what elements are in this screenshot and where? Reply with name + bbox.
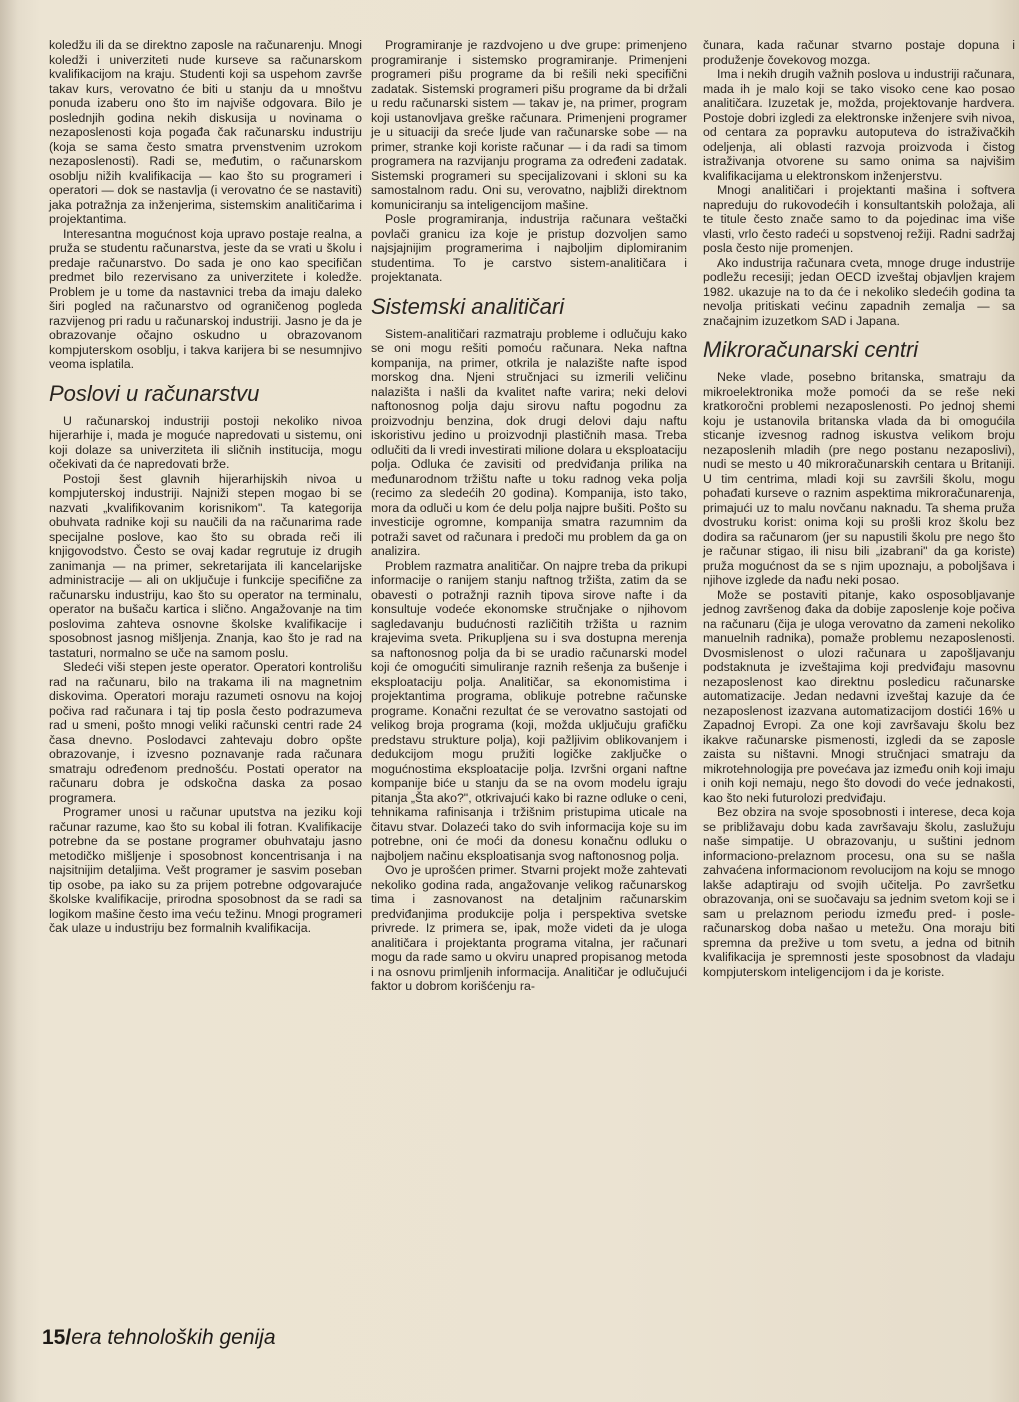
paragraph: Postoji šest glavnih hijerarhijskih nivoa u kompjuterskoj industriji. Najniži stepen mogao bi se nazvati „kvalifikovanim korisnikom". Ta kategorija obuhvata radnike koji su naučili da na računarima rade specijalne poslove, kao što su obrada reči ili knjigovodstvo. Često se ovaj kadar regrutuje iz drugih zanimanja — na primer, sekretarijata ili kancelarijske administracije — ali on uključuje i funkcije specifične za računarsku industriju, kao što su operator na terminalu, operator na bušaču kartica i slično. Angažovanje na tim poslovima zahteva osnovne školske kvalifikacije i sposobnost jasnog mišljenja. Znanja, kao što je rad na tastaturi, normalno se uče na samom poslu. bbox=[49, 471, 362, 660]
paragraph: čunara, kada računar stvarno postaje dopuna i produženje čovekovog mozga. bbox=[703, 38, 1015, 67]
paragraph: Bez obzira na svoje sposobnosti i interese, deca koja se približavaju dobu kada završavaju školu, zaslužuju naše simpatije. U obrazovanju, u suštini jednom informaciono-prelaznom procesu, ona su se našla zahvaćena informacionom revolucijom na koju se mnogo lakše adaptiraju od svojih učitelja. Po završetku obrazovanja, oni se suočavaju sa jednim svetom koji se i sam u prelaznom periodu između pred- i posle-računarskog doba našao u metežu. Ona moraju biti spremna da prežive u tom svetu, a jedna od bitnih kvalifikacija je spremnosti jeste sposobnost da vladaju kompjuterskom inteligencijom i da je koriste. bbox=[703, 805, 1015, 979]
paragraph: Posle programiranja, industrija računara veštački povlači granicu iza koje je pristup dozvoljen samo najsjajnijim programerima i najboljim diplomiranim studentima. To je carstvo sistem-analitičara i projektanata. bbox=[371, 212, 687, 284]
section-heading-jobs: Poslovi u računarstvu bbox=[49, 380, 260, 406]
paragraph: Mnogi analitičari i projektanti mašina i softvera napreduju do rukovodećih i konsultantskih položaja, ali te titule često znače samo to da pojedinac ima više vlasti, vrlo često radeći u sopstvenoj režiji. Radni sadržaj posla često nije promenjen. bbox=[703, 183, 1015, 255]
paragraph: Programiranje je razdvojeno u dve grupe: primenjeno programiranje i sistemsko programiranje. Primenjeni programeri pišu programe da bi rešili neki specifični zadatak. Sistemski programeri pišu programe da bi držali u redu računarski sistem — takav je, na primer, program koji ustanovljava greške računara. Primenjeni programer je u situaciji da sreće ljude van računarske sobe — na primer, stranke koji koriste računar — i da radi sa timom programera na razvijanju programa za određeni zadatak. Sistemski programeri su specijalizovani i skloni su ka samostalnom radu. Oni su, verovatno, najbliži direktnom komuniciranju sa inteligencijom mašine. bbox=[371, 38, 687, 212]
paragraph: koledžu ili da se direktno zaposle na računarenju. Mnogi koledži i univerziteti nude kurseve sa računarskom kvalifikacijom na kraju. Studenti koji sa uspehom završe takav kurs, verovatno će biti u stanju da u mnoštvu ponuda izaberu ono što im najviše odgovara. Bilo je poslednjih godina nekih diskusija u novinama o nezaposlenosti koja pogađa čak računarsku industriju (koja se sama često smatra prvenstvenim uzrokom nezaposlenosti). Radi se, međutim, o računarskom osoblju nižih kvalifikacija — kao što su programeri i operatori — dok se nastavlja (i verovatno će se nastaviti) jaka potražnja za inženjerima, sistemskim analitičarima i projektantima. bbox=[49, 38, 362, 226]
paragraph: Ima i nekih drugih važnih poslova u industriji računara, mada ih je malo koji se tako visoko cene kao posao analitičara. Izuzetak je, možda, projektovanje hardvera. Postoje dobri izgledi za elektronske inženjere svih nivoa, od centara za popravku autoputeva do istraživačkih odeljenja, ali oblasti razvoja proizvoda i čistog istraživanja otvorene su samo onima sa najvišim kvalifikacijama u elektronskom inženjerstvu. bbox=[703, 67, 1015, 183]
paragraph: Programer unosi u računar uputstva na jeziku koji računar razume, kao što su kobal ili fotran. Kvalifikacije potrebne da se postane programer obuhvataju jasno metodičko mišljenje i sposobnost koncentrisanja i na najsitnijim detaljima. Vešt programer je sasvim poseban tip osobe, pa iako su za prijem potrebne odgovarajuće školske kvalifikacije, prirodna sposobnost da se radi sa logikom mašine često ima veću težinu. Mnogi programeri čak ulaze u industriju bez formalnih kvalifikacija. bbox=[49, 805, 362, 935]
paragraph: Može se postaviti pitanje, kako osposobljavanje jednog završenog đaka da dobije zaposlenje koje počiva na računaru (čija je uloga verovatno da zameni nekoliko manuelnih radnika), pomaže problemu nezaposlenosti. Dvosmislenost o ulozi računara u zapošljavanju podstaknuta je izveštajima koji predviđaju masovnu nezaposlenost kao direktnu posledicu računarske automatizacije. Jedan nedavni izveštaj kazuje da će nezaposlenost izazvana automatizacijom dostići 16% u Zapadnoj Evropi. Za one koji završavaju školu bez ikakve računarske pismenosti, izgledi da se zaposle zaista su ništavni. Mnogi stručnjaci smatraju da mikrotehnologija pre povećava jaz između onih koji imaju i onih koji nemaju, nego što dovodi do veće jednakosti, kao što neki futurolozi predviđaju. bbox=[703, 587, 1015, 805]
paragraph: Ako industrija računara cveta, mnoge druge industrije podležu recesiji; jedan OECD izveštaj objavljen krajem 1982. ukazuje na to da će i nekoliko sledećih godina ta nevolja pritiskati većinu zapadnih zemalja — sa značajnim izuzetkom SAD i Japana. bbox=[703, 255, 1015, 328]
paragraph: Neke vlade, posebno britanska, smatraju da mikroelektronika može pomoći da se reše neki kratkoročni problemi nezaposlenosti. Po jednoj shemi koju je ustanovila britanska vlada da bi omogućila sticanje izvesnog radnog iskustva velikom broju nezaposlenih mladih (pre nego postanu nezaposlivi), nudi se mesto u 40 mikroračunarskih centara u Britaniji. U tim centrima, mladi koji su završili školu, mogu pohađati kurseve o raznim aspektima mikroračunarenja, primajući uz to malu novčanu naknadu. Ta shema pruža dvostruku korist: onima koji su prošli kroz školu bez dodira sa računarom (jer su napustili školu pre nego što je računar stigao, ili nisu bili „izabrani" da ga koriste) pruža mogućnost da se s njim upoznaju, a poboljšava i njihove izglede da nađu neki posao. bbox=[703, 370, 1015, 587]
text-column-middle bbox=[371, 38, 687, 994]
paragraph: Ovo je uprošćen primer. Stvarni projekt može zahtevati nekoliko godina rada, angažovanje velikog računarskog tima i zasnovanost na detaljnim računarskim predviđanjima produkcije polja i perspektiva svetske privrede. Iz primera se, ipak, može videti da je uloga analitičara i projektanta programa vitalna, jer računari mogu da rade samo u okviru unapred propisanog metoda i na osnovu primljenih informacija. Analitičar je odlučujući faktor u dobrom korišćenju ra- bbox=[371, 863, 687, 993]
footer-publication-title: era tehnoloških genija bbox=[71, 1326, 276, 1349]
paragraph: Sledeći viši stepen jeste operator. Operatori kontrolišu rad na računaru, bilo na trakama ili na magnetnim diskovima. Operatori moraju razumeti osnovu na kojoj počiva rad računara i taj tip posla često podrazumeva rad u smeni, pošto mnogi veliki računski centri rade 24 časa dnevno. Poslodavci zahtevaju dobro opšte obrazovanje, i izvesno poznavanje rada računara smatraju određenom prednošću. Postati operator na računaru dobra je odskočna daska za posao programera. bbox=[49, 660, 362, 805]
paragraph: Interesantna mogućnost koja upravo postaje realna, a pruža se studentu računarstva, jeste da se vrati u školu i predaje računarstvo. Do sada je ono kao specifičan predmet bilo rezervisano za univerzitete i koledže. Problem je u tome da nastavnici treba da imaju daleko širi pogled na računarstvo od ograničenog pogleda razvijenog pri radu u računarskoj industriji. Jasno je da je obrazovanje očajno oskudno u obrazovanom kompjuterskom osoblju, i takva karijera bi se nesumnjivo veoma isplatila. bbox=[49, 226, 362, 371]
page-footer bbox=[42, 1326, 276, 1350]
paragraph: Problem razmatra analitičar. On najpre treba da prikupi informacije o ranijem stanju naftnog tržišta, zatim da se obavesti o potražnji raznih tipova sirove nafte i da konsultuje vodeće ekonomske stručnjake o njihovom sagledavanju budućnosti različitih tržišta u raznim krajevima sveta. Prikupljena su i sva dostupna merenja sa naftonosnog polja da bi se uradio računarski model koji će omogućiti simuliranje raznih rešenja za bušenje i eksploataciju polja. Analitičar, sa ekonomistima i projektantima programa, oblikuje potrebne računske programe. Konačni rezultat će se verovatno sastojati od velikog broja programa (koji, možda uključuju grafičku predstavu strukture polja), koji pažljivim oblikovanjem i dedukcijom mogu pružiti logičke zaključke o mogućnostima eksploatacije polja. Izvršni organi naftne kompanije biće u stanju da se na ovom modelu igraju pitanja „Šta ako?", otkrivajući kako bi razne odluke o ceni, tehnikama rafinisanja i tržišnim pristupima uticale na čitavu stvar. Dolazeći tako do svih informacija koje su im potrebne, oni će moći da donesu konačnu odluku o najboljem načinu eksploatisanja svog naftonosnog polja. bbox=[371, 558, 687, 863]
paragraph: Sistem-analitičari razmatraju probleme i odlučuju kako se oni mogu rešiti pomoću računara. Neka naftna kompanija, na primer, otkrila je nalazište nafte ispod morskog dna. Njeni stručnjaci su izmerili veličinu nalazišta i našli da kvalitet nafte varira; neki delovi naftonosnog polja daju sirovu naftu pogodnu za proizvodnju benzina, dok drugi delovi daju naftu iskoristivu jedino u proizvodnji plastičnih masa. Treba odlučiti da li vredi investirati milione dolara u eksploataciju polja. Odluka će zavisiti od predviđanja prilika na međunarodnom tržištu nafte u toku radnog veka polja (recimo za sledećih 20 godina). Kompanija, isto tako, mora da odluči u kom će delu polja najpre bušiti. Pošto su investicije ogromne, kompanija smatra razumnim da potraži savet od računara i predoči mu problem da ga on analizira. bbox=[371, 326, 687, 558]
page-number: 15/ bbox=[42, 1326, 72, 1349]
section-heading-system-analysts: Sistemski analitičari bbox=[371, 293, 565, 319]
section-heading-microcomputer-centers: Mikroračunarski centri bbox=[703, 337, 919, 362]
text-column-left bbox=[49, 38, 362, 936]
text-column-right bbox=[703, 38, 1015, 979]
paragraph: U računarskoj industriji postoji nekoliko nivoa hijerarhije i, mada je moguće napredovati u sistemu, oni koji dolaze sa univerziteta ili sličnih institucija, mogu očekivati da će napredovati brže. bbox=[49, 413, 362, 471]
